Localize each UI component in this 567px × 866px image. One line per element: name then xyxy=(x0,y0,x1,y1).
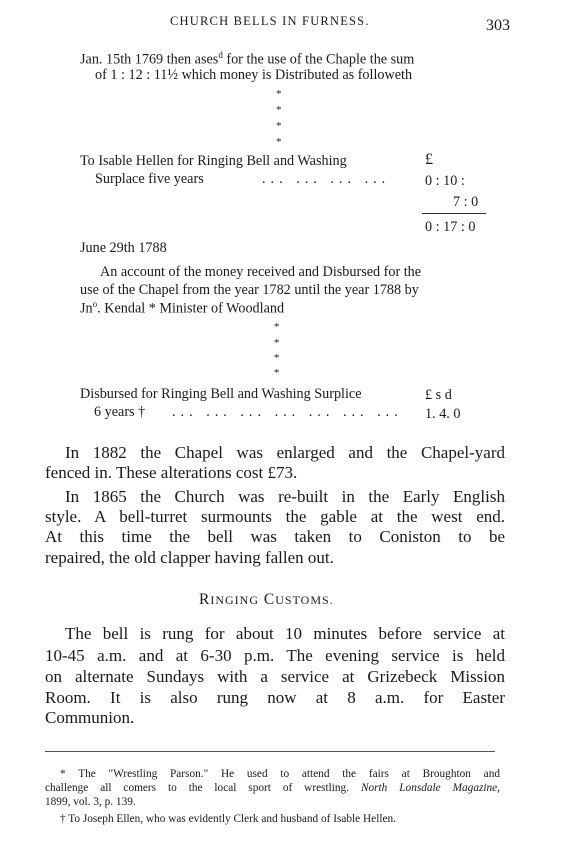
footnote-1-line3: 1899, vol. 3, p. 139. xyxy=(45,796,136,808)
entry-1788-date: June 29th 1788 xyxy=(80,240,167,256)
asterism-star: * xyxy=(274,352,280,364)
sum-rule xyxy=(422,213,486,214)
footnote-1-line1: * The "Wrestling Parson." He used to attend the fairs at Broughton and xyxy=(60,768,500,780)
entry-1788-line1: An account of the money received and Disbursed for the xyxy=(100,264,422,280)
item-1769-line2: Surplace five years xyxy=(95,171,204,187)
p1-line2: fenced in. These alterations cost £73. xyxy=(45,463,298,482)
item-1788-line2: 6 years † xyxy=(94,404,146,420)
asterism-star: * xyxy=(276,120,282,132)
entry-1769-line2: of 1 : 12 : 11½ which money is Distributed as followeth xyxy=(95,67,413,83)
currency-sign: £ xyxy=(425,151,433,168)
p2-line1: In 1865 the Church was re-built in the Early English xyxy=(65,487,505,506)
amount-2: 7 : 0 xyxy=(453,194,479,210)
section-heading: RINGING CUSTOMS. xyxy=(199,591,334,608)
footnote-rule xyxy=(45,751,495,752)
entry-1788-line3: Jn$^o$. Kendal * Minister of Woodland xyxy=(80,299,285,317)
rc-line2: 10-45 a.m. and at 6-30 p.m. The evening service is held xyxy=(45,646,505,665)
footnote-1-line2: challenge all comers to the local sport of wrestling. North Lonsdale Magazine, xyxy=(45,782,500,794)
leader-dots: ... ... ... ... ... ... ... xyxy=(172,404,403,420)
amount-1: 0 : 10 : xyxy=(425,173,465,189)
asterism-star: * xyxy=(274,321,280,333)
asterism-star: * xyxy=(276,104,282,116)
page-number: 303 xyxy=(486,17,510,34)
p2-line2: style. A bell-turret surmounts the gable at the west end. xyxy=(45,507,505,526)
item-1788-line1: Disbursed for Ringing Bell and Washing Surplice xyxy=(80,386,362,402)
p2-line3: At this time the bell was taken to Coniston to be xyxy=(45,527,505,546)
leader-dots: ... ... ... ... xyxy=(262,171,391,187)
p1-line1: In 1882 the Chapel was enlarged and the Chapel-yard xyxy=(65,443,505,462)
asterism-star: * xyxy=(276,136,282,148)
asterism-star: * xyxy=(274,367,280,379)
asterism-star: * xyxy=(274,337,280,349)
entry-1769-line1: Jan. 15th 1769 then ases$^d$ for the use of the Chaple the sum xyxy=(80,50,415,68)
total-amount: 0 : 17 : 0 xyxy=(425,219,476,235)
currency-header: £ s d xyxy=(425,387,452,403)
amount-1788: 1. 4. 0 xyxy=(425,406,461,422)
asterism-star: * xyxy=(276,88,282,100)
rc-line1: The bell is rung for about 10 minutes before service at xyxy=(65,624,505,643)
rc-line4: Room. It is also rung now at 8 a.m. for Easter xyxy=(45,688,505,707)
running-title: CHURCH BELLS IN FURNESS. xyxy=(170,14,370,28)
entry-1788-line2: use of the Chapel from the year 1782 until the year 1788 by xyxy=(80,282,419,298)
rc-line3: on alternate Sundays with a service at Grizebeck Mission xyxy=(45,667,505,686)
item-1769-line1: To Isable Hellen for Ringing Bell and Washing xyxy=(80,153,347,169)
footnote-2: † To Joseph Ellen, who was evidently Clerk and husband of Isable Hellen. xyxy=(60,813,396,825)
rc-line5: Communion. xyxy=(45,708,135,727)
p2-line4: repaired, the old clapper having fallen out. xyxy=(45,548,334,567)
